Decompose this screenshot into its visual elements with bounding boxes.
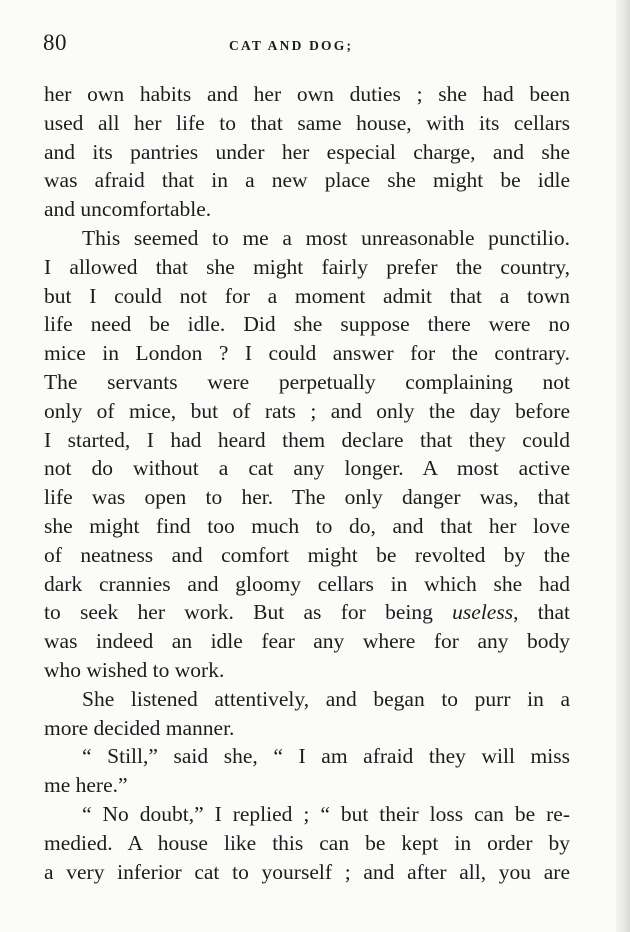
text-line: “ No doubt,” I replied ; “ but their loss can be re- [82,801,570,826]
page-number: 80 [43,30,67,55]
text-line: was indeed an idle fear any where for any body [44,629,570,654]
text-line: but I could not for a moment admit that a town [44,283,570,308]
text-line: me here.” [44,773,128,798]
text-line: a very inferior cat to yourself ; and after all, you are [44,859,570,884]
line-segment: to seek her work. But as for being [44,600,433,625]
text-line: mice in London ? I could answer for the contrary. [44,341,570,366]
text-line: of neatness and comfort might be revolted by the [44,542,570,567]
text-line [44,598,570,627]
text-line: and uncomfortable. [44,197,212,222]
line-segment: , that [513,600,571,625]
text-line: was afraid that in a new place she might be idle [44,168,570,193]
text-line: I started, I had heard them declare that they could [44,427,570,452]
text-line: life was open to her. The only danger was, that [44,485,570,510]
running-head: CAT AND DOG; [229,38,354,53]
italic-word: useless [452,600,514,625]
text-line: “ Still,” said she, “ I am afraid they will miss [82,744,570,769]
text-line: her own habits and her own duties ; she had been [44,82,570,106]
page-header [43,30,571,62]
text-line: who wished to work. [44,657,225,682]
text-line: more decided manner. [44,715,235,740]
text-line: not do without a cat any longer. A most active [44,456,570,481]
text-line: This seemed to me a most unreasonable punctilio. [82,225,570,250]
text-line: only of mice, but of rats ; and only the day before [44,398,570,423]
text-line: The servants were perpetually complaining not [44,369,570,394]
text-line: she might find too much to do, and that her love [44,513,570,538]
text-line: and its pantries under her especial charge, and she [44,139,570,164]
text-line: medied. A house like this can be kept in order by [44,830,570,855]
text-line: dark crannies and gloomy cellars in which she had [44,571,570,596]
text-line: She listened attentively, and began to purr in a [82,686,570,711]
body-text [44,80,570,886]
page-edge-shadow [616,0,630,932]
text-line: I allowed that she might fairly prefer the country, [44,254,570,279]
text-line: life need be idle. Did she suppose there were no [44,312,570,337]
text-line: used all her life to that same house, with its cellars [44,110,570,135]
